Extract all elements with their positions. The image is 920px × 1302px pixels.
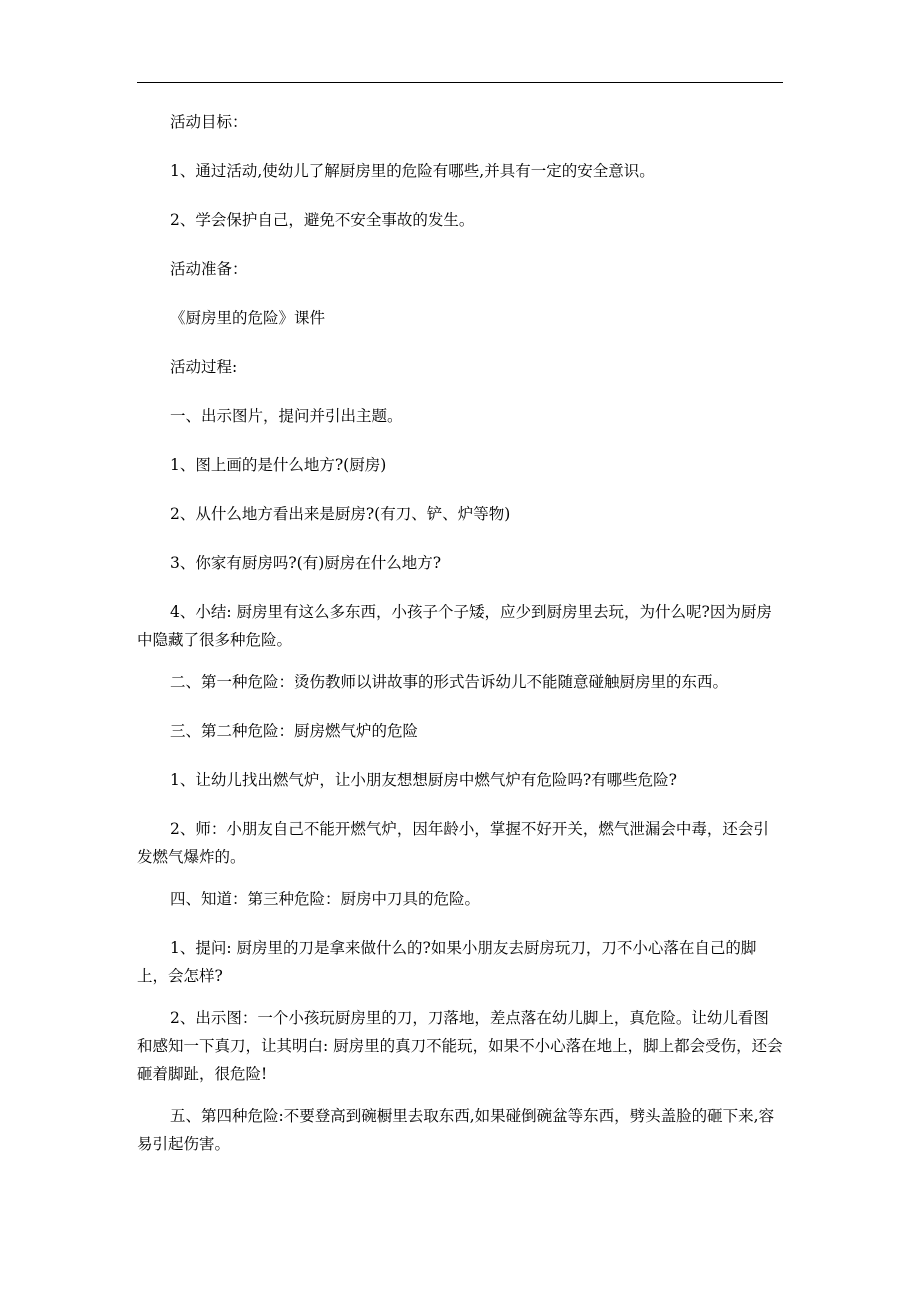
process-step-4-item-2: 2、出示图：一个小孩玩厨房里的刀，刀落地，差点落在幼儿脚上，真危险。让幼儿看图和感知一下真刀，让其明白: 厨房里的真刀不能玩，如果不小心落在地上，脚上都会受伤，还会砸着脚趾，很危险! <box>137 1009 783 1083</box>
preparation-item: 《厨房里的危险》课件 <box>170 309 326 327</box>
process-step-1-q1: 1、图上画的是什么地方?(厨房) <box>170 456 387 474</box>
header-rule <box>137 82 783 83</box>
process-step-4: 四、知道：第三种危险：厨房中刀具的危险。 <box>170 890 481 908</box>
process-step-3-item-1: 1、让幼儿找出燃气炉，让小朋友想想厨房中燃气炉有危险吗?有哪些危险? <box>170 771 677 789</box>
process-step-3-item-2: 2、师：小朋友自己不能开燃气炉，因年龄小，掌握不好开关，燃气泄漏会中毒，还会引发燃气爆炸的。 <box>137 820 769 866</box>
goal-item-1: 1、通过活动,使幼儿了解厨房里的危险有哪些,并具有一定的安全意识。 <box>170 162 655 180</box>
goal-item-2: 2、学会保护自己，避免不安全事故的发生。 <box>170 211 475 229</box>
process-step-4-item-1: 1、提问: 厨房里的刀是拿来做什么的?如果小朋友去厨房玩刀，刀不小心落在自己的脚上，会怎样? <box>137 939 757 985</box>
process-step-1-summary: 4、小结: 厨房里有这么多东西，小孩子个子矮，应少到厨房里去玩，为什么呢?因为厨房中隐藏了很多种危险。 <box>137 603 772 649</box>
process-step-1-q3: 3、你家有厨房吗?(有)厨房在什么地方? <box>170 554 442 572</box>
process-step-5: 五、第四种危险:不要登高到碗橱里去取东西,如果碰倒碗盆等东西，劈头盖脸的砸下来,容易引起伤害。 <box>137 1107 775 1153</box>
process-step-2: 二、第一种危险：烫伤教师以讲故事的形式告诉幼儿不能随意碰触厨房里的东西。 <box>170 673 729 691</box>
section-heading-process: 活动过程: <box>170 358 238 376</box>
process-step-3: 三、第二种危险：厨房燃气炉的危险 <box>170 722 419 740</box>
section-heading-goals: 活动目标： <box>170 113 248 131</box>
process-step-1: 一、出示图片，提问并引出主题。 <box>170 407 403 425</box>
process-step-1-q2: 2、从什么地方看出来是厨房?(有刀、铲、炉等物) <box>170 505 511 523</box>
section-heading-preparation: 活动准备： <box>170 260 248 278</box>
